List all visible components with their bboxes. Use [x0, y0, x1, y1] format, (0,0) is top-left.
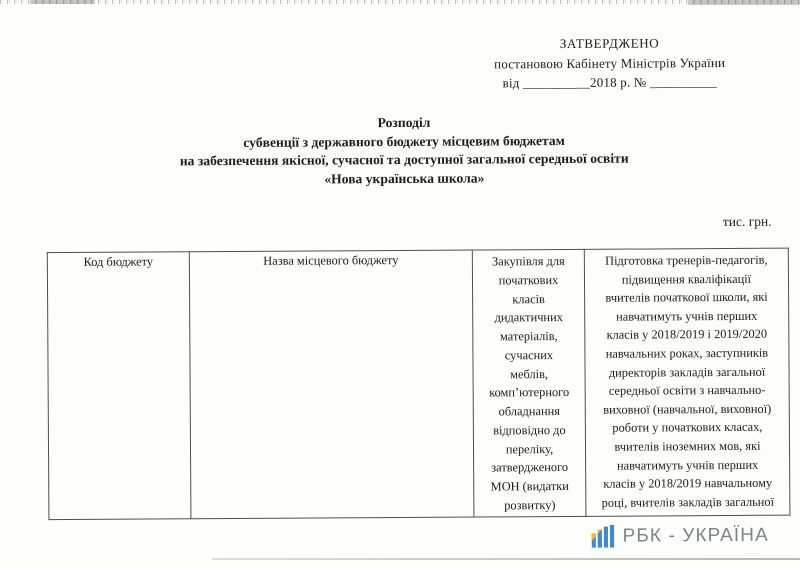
- budget-table: [47, 248, 791, 521]
- title-line: Розподіл: [377, 114, 431, 131]
- rbc-ukraine-watermark: [591, 524, 768, 548]
- units-note: тис. грн.: [722, 213, 772, 230]
- approval-line: ЗАТВЕРДЖЕНО: [559, 35, 660, 52]
- approval-block: [448, 33, 770, 93]
- title-line: на забезпечення якісної, сучасної та доступної загальної середньої освіти: [179, 150, 629, 169]
- rbc-bar-chart-logo-icon: [591, 525, 614, 548]
- header-cell-teacher-training: Підготовка тренерів-педагогів, підвищення кваліфікації вчителів початкової школи, які навчатимуть учнів перших класів у 2018/2019 і 2019/2020 навчальних роках, заступників директорів закладів загальної середньої освіти з навчально- виховної (навчальної, виховної) роботи у початкових класах, вчителів іноземних мов, які навчатимуть учнів перших класів у 2018/2019 навчальному році, вчителів закладів загальної: [584, 248, 790, 516]
- table-header-row: [47, 248, 790, 520]
- document-title: [4, 112, 800, 191]
- scan-noise-bottom-edge: [212, 558, 800, 560]
- title-line: субвенції з державного бюджету місцевим бюджетам: [243, 132, 565, 150]
- title-line: «Нова українська школа»: [324, 170, 485, 187]
- header-cell-local-budget-name: Назва місцевого бюджету: [189, 250, 474, 519]
- approval-line: від __________2018 р. № __________: [502, 74, 717, 91]
- header-cell-budget-code: Код бюджету: [47, 252, 191, 520]
- rbc-logo-text: РБК - УКРАЇНА: [622, 524, 769, 547]
- header-cell-procurement: Закупівля для початкових класів дидактичних матеріалів, сучасних меблів, комп’ютерного обладнання відповідно до переліку, затвердженого МОН (видатки розвитку): [472, 249, 586, 517]
- approval-line: постановою Кабінету Міністрів України: [494, 54, 726, 71]
